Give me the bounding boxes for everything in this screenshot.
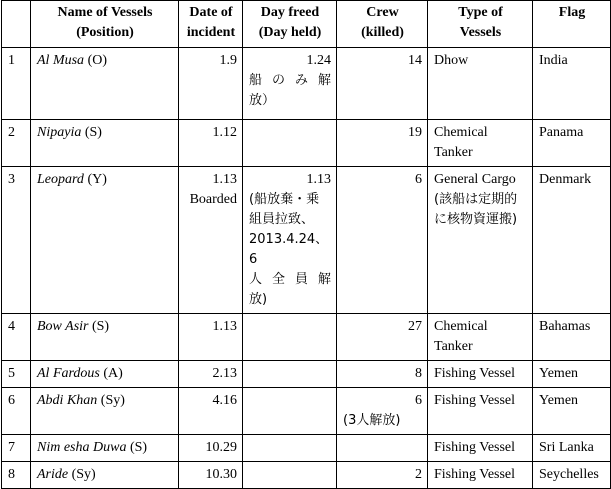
crew-count: 19: [337, 120, 428, 167]
vessel-flag: Denmark: [533, 167, 611, 314]
header-freed: Day freed (Day held): [243, 1, 337, 48]
incident-date: 10.29: [179, 435, 243, 462]
header-name: Name of Vessels (Position): [31, 1, 179, 48]
crew-count: 14: [337, 48, 428, 120]
header-num: [2, 1, 31, 48]
vessel-type: Fishing Vessel: [428, 435, 533, 462]
header-crew: Crew (killed): [337, 1, 428, 48]
header-flag: Flag: [533, 1, 611, 48]
incident-date: 4.16: [179, 388, 243, 435]
row-num: 3: [2, 167, 31, 314]
vessel-type: Dhow: [428, 48, 533, 120]
table-row: [2, 462, 611, 489]
row-num: 1: [2, 48, 31, 120]
vessel-name: Bow Asir (S): [31, 314, 179, 361]
vessel-type: General Cargo (該船は定期的 に核物資運搬): [428, 167, 533, 314]
row-num: 4: [2, 314, 31, 361]
day-freed: [243, 314, 337, 361]
vessel-name: Aride (Sy): [31, 462, 179, 489]
row-num: 7: [2, 435, 31, 462]
vessel-flag: India: [533, 48, 611, 120]
vessel-type: Fishing Vessel: [428, 361, 533, 388]
table-row: [2, 435, 611, 462]
incident-date: 2.13: [179, 361, 243, 388]
table-row: [2, 48, 611, 120]
table-row: [2, 314, 611, 361]
vessel-flag: Bahamas: [533, 314, 611, 361]
vessel-name: Abdi Khan (Sy): [31, 388, 179, 435]
day-freed: 1.13 (船放棄・乗 組員拉致、 2013.4.24、6 人 全 員 解 放): [243, 167, 337, 314]
table-row: [2, 120, 611, 167]
header-type: Type of Vessels: [428, 1, 533, 48]
crew-count: 27: [337, 314, 428, 361]
row-num: 8: [2, 462, 31, 489]
crew-count: 6 (3人解放): [337, 388, 428, 435]
table-row: [2, 361, 611, 388]
table-row: [2, 167, 611, 314]
vessel-flag: Seychelles: [533, 462, 611, 489]
header-row: [2, 1, 611, 48]
header-date: Date of incident: [179, 1, 243, 48]
vessel-name: Nipayia (S): [31, 120, 179, 167]
vessel-type: Fishing Vessel: [428, 462, 533, 489]
vessel-name: Leopard (Y): [31, 167, 179, 314]
incident-date: 1.13 Boarded: [179, 167, 243, 314]
row-num: 6: [2, 388, 31, 435]
vessel-type: Chemical Tanker: [428, 120, 533, 167]
vessel-flag: Yemen: [533, 361, 611, 388]
crew-count: [337, 435, 428, 462]
day-freed: [243, 361, 337, 388]
vessels-table: [1, 0, 611, 489]
vessel-flag: Panama: [533, 120, 611, 167]
incident-date: 10.30: [179, 462, 243, 489]
row-num: 5: [2, 361, 31, 388]
crew-count: 2: [337, 462, 428, 489]
incident-date: 1.9: [179, 48, 243, 120]
day-freed: [243, 435, 337, 462]
day-freed: 1.24 船 の み 解 放）: [243, 48, 337, 120]
vessel-name: Al Fardous (A): [31, 361, 179, 388]
row-num: 2: [2, 120, 31, 167]
day-freed: [243, 120, 337, 167]
incident-date: 1.12: [179, 120, 243, 167]
vessel-name: Al Musa (O): [31, 48, 179, 120]
crew-count: 8: [337, 361, 428, 388]
vessel-type: Chemical Tanker: [428, 314, 533, 361]
day-freed: [243, 388, 337, 435]
vessel-flag: Yemen: [533, 388, 611, 435]
crew-count: 6: [337, 167, 428, 314]
table-row: [2, 388, 611, 435]
incident-date: 1.13: [179, 314, 243, 361]
vessel-type: Fishing Vessel: [428, 388, 533, 435]
vessel-flag: Sri Lanka: [533, 435, 611, 462]
day-freed: [243, 462, 337, 489]
vessel-name: Nim esha Duwa (S): [31, 435, 179, 462]
